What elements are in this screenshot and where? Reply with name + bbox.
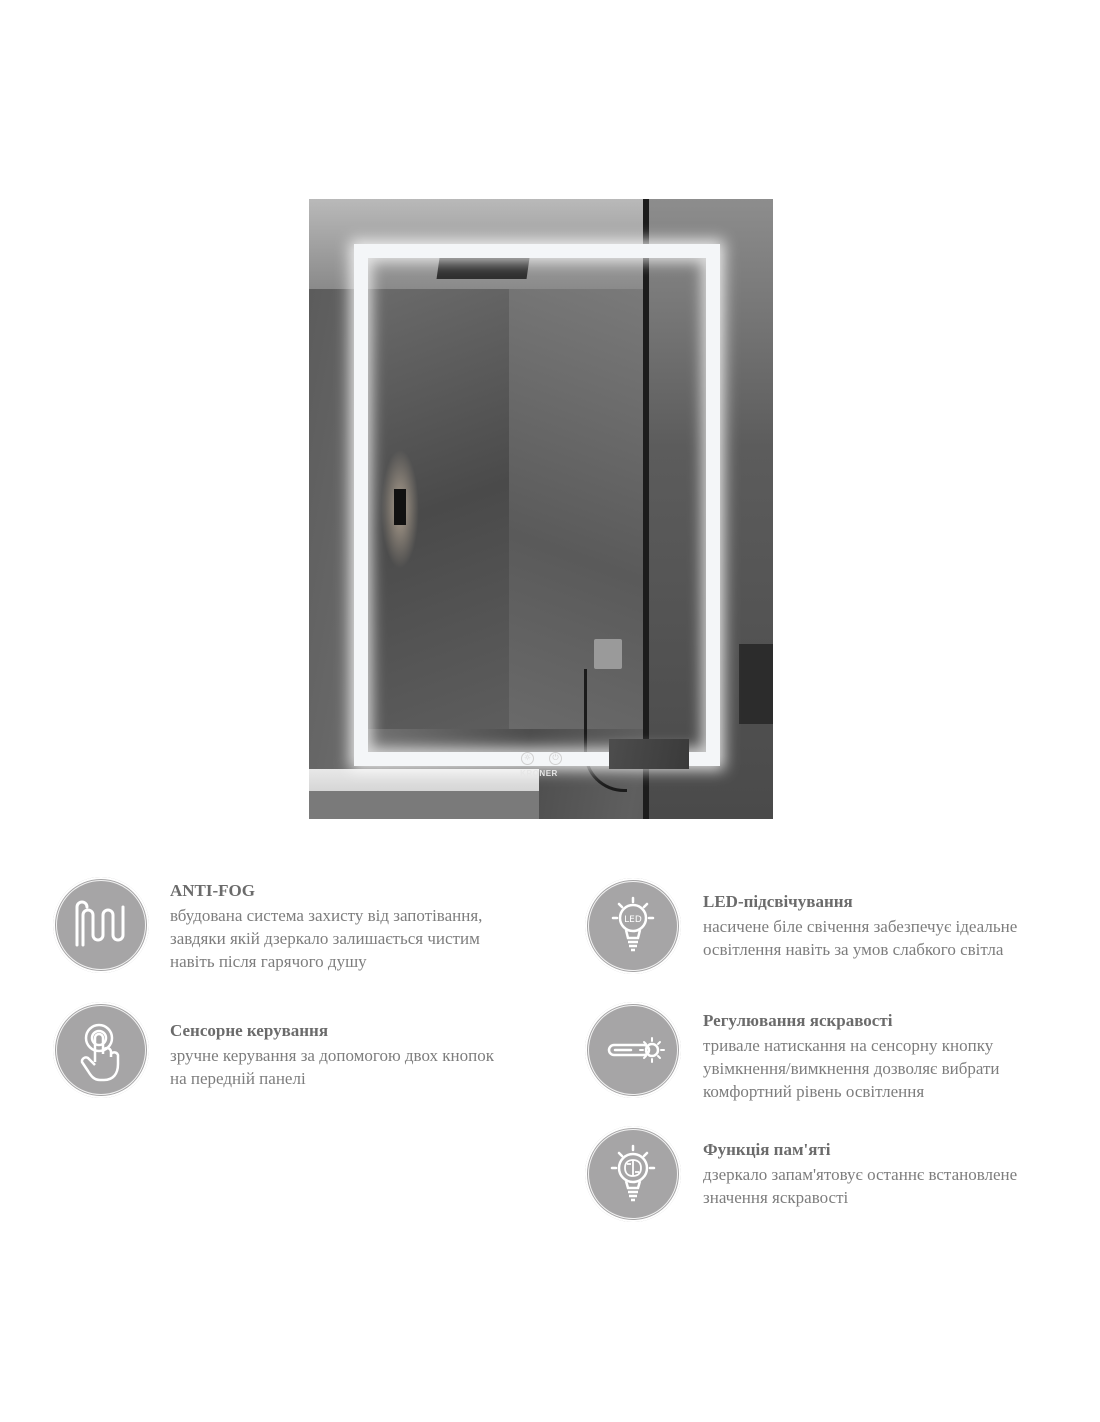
anti-fog-heater-icon <box>53 877 149 973</box>
feature-text: дзеркало запам'ятовує останнє встановлене <box>703 1165 1018 1184</box>
feature-title: Регулювання яскравості <box>703 1011 893 1030</box>
power-touch-button: ⏻ <box>549 752 562 765</box>
brand-logo: KRONER <box>520 769 558 778</box>
touch-finger-icon <box>53 1002 149 1098</box>
feature-text: увімкнення/вимкнення дозволяє вибрати <box>703 1059 1000 1078</box>
feature-title: LED-підсвічування <box>703 892 853 911</box>
feature-text: на передній панелі <box>170 1069 306 1088</box>
brightness-touch-button: ☼ <box>521 752 534 765</box>
feature-title: Функція пам'яті <box>703 1140 831 1159</box>
led-frame <box>354 244 720 766</box>
led-bulb-icon <box>585 878 681 974</box>
feature-title: ANTI-FOG <box>170 881 255 900</box>
product-photo <box>309 199 773 819</box>
feature-text: навіть після гарячого душу <box>170 952 367 971</box>
feature-title: Сенсорне керування <box>170 1021 329 1040</box>
feature-text: тривале натискання на сенсорну кнопку <box>703 1036 994 1055</box>
feature-text: вбудована система захисту від запотівання, <box>170 906 483 925</box>
feature-text: насичене біле свічення забезпечує ідеальне <box>703 917 1018 936</box>
memory-bulb-brain-icon <box>585 1126 681 1222</box>
feature-text: освітлення навіть за умов слабкого світла <box>703 940 1004 959</box>
led-frame-gap <box>609 739 689 769</box>
wall-niche <box>739 644 773 724</box>
bathtub-base <box>309 791 539 819</box>
led-icon-text: LED <box>624 915 642 925</box>
feature-text: значення яскравості <box>703 1188 849 1207</box>
feature-text: завдяки якій дзеркало залишається чистим <box>170 929 480 948</box>
feature-text: комфортний рівень освітлення <box>703 1082 925 1101</box>
brightness-slider-icon <box>585 1002 681 1098</box>
feature-text: зручне керування за допомогою двох кнопок <box>170 1046 494 1065</box>
